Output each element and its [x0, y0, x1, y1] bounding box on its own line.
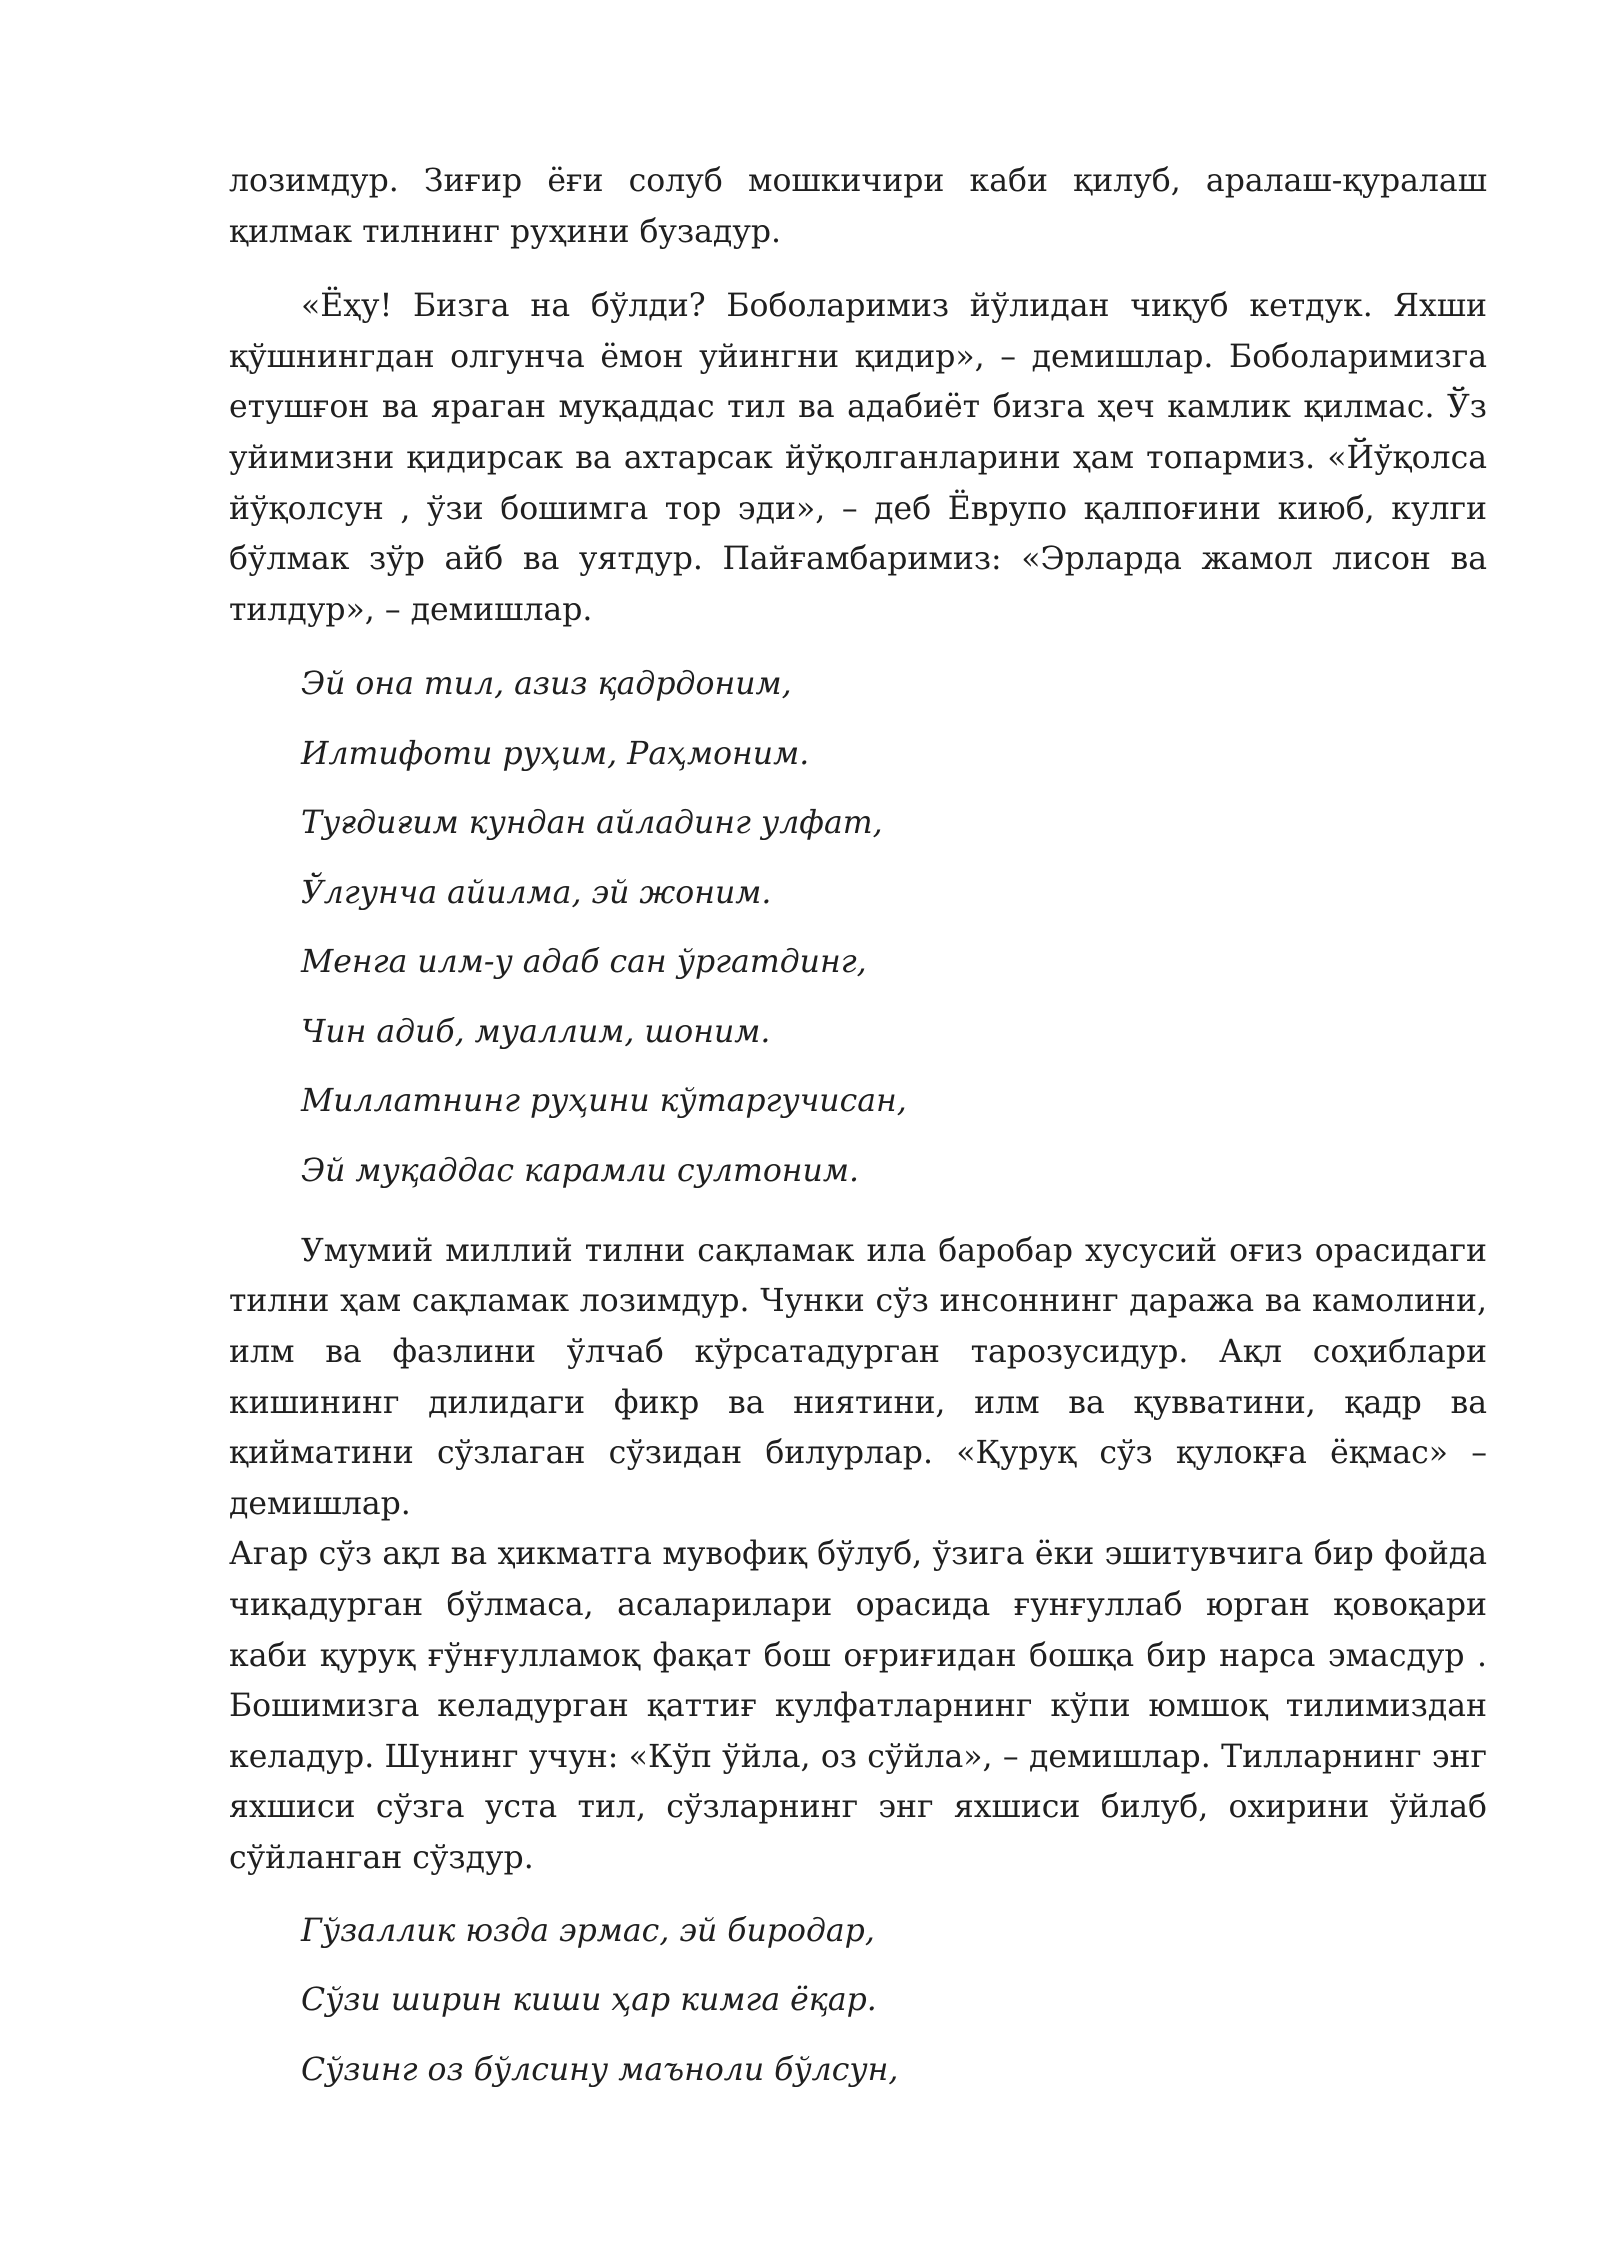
paragraph-continuation: лозимдур. Зиғир ёғи солуб мошкичири каби қилуб, аралаш-қуралаш қилмак тилнинг руҳини бузадур. [229, 163, 1487, 250]
poem-beauty [229, 1906, 1487, 2095]
poem-line: Илтифоти руҳим, Раҳмоним. [301, 735, 810, 772]
poem-line: Менга илм-у адаб сан ўргатдинг, [301, 944, 867, 981]
paragraph-speech: Умумий миллий тилни сақламак ила баробар хусусий оғиз орасидаги тилни ҳам сақламак лозимдур. Чунки сўз инсоннинг даража ва камолини, илм ва фазлини ўлчаб кўрсатадурган тарозусидур. Ақл соҳиблари кишининг дилидаги фикр ва ниятини, илм ва қувватини, қадр ва қийматини сўзлаган сўзидан билурлар. «Қуруқ сўз қулоқға ёқмас» – демишлар. [229, 1232, 1487, 1522]
poem-line: Миллатнинг руҳини кўтаргучисан, [301, 1083, 907, 1120]
poem-mother-tongue [229, 659, 1487, 1196]
poem-line: Туғдиғим кундан айладинг улфат, [301, 805, 883, 842]
poem-line: Эй она тил, азиз қадрдоним, [301, 666, 792, 703]
poem-line: Гўзаллик юзда эрмас, эй биродар, [301, 1912, 875, 1949]
poem-line: Сўзи ширин киши ҳар кимга ёқар. [301, 1982, 877, 2019]
poem-line: Сўзинг оз бўлсину маъноли бўлсун, [301, 2051, 899, 2088]
paragraph-native-language: «Ёҳу! Бизга на бўлди? Боболаримиз йўлидан чиқуб кетдук. Яхши қўшнингдан олгунча ёмон уйингни қидир», – демишлар. Боболаримизга етушғон ва яраган муқаддас тил ва адабиёт бизга ҳеч камлик қилмас. Ўз уйимизни қидирсак ва ахтарсак йўқолганларини ҳам топармиз. «Йўқолса йўқолсун , ўзи бошимга тор эди», – деб Ёврупо қалпоғини киюб, кулги бўлмак зўр айб ва уятдур. Пайғамбаримиз: «Эрларда жамол лисон ва тилдур», – демишлар. [229, 288, 1487, 628]
poem-line: Эй муқаддас карамли султоним. [301, 1152, 859, 1189]
document-page [229, 156, 1487, 2114]
poem-line: Ўлгунча айилма, эй жоним. [301, 874, 772, 911]
paragraph-wisdom: Агар сўз ақл ва ҳикматга мувофиқ бўлуб, ўзига ёки эшитувчига бир фойда чиқадурган бўлмаса, асаларилари орасида ғунғуллаб юрган қовоқари каби қуруқ ғўнғулламоқ фақат бош оғриғидан бошқа бир нарса эмасдур . Бошимизга келадурган қаттиғ кулфатларнинг кўпи юмшоқ тилимиздан келадур. Шунинг учун: «Кўп ўйла, оз сўйла», – демишлар. Тилларнинг энг яхшиси сўзга уста тил, сўзларнинг энг яхшиси билуб, охирини ўйлаб сўйланган сўздур. [229, 1536, 1487, 1876]
poem-line: Чин адиб, муаллим, шоним. [301, 1013, 771, 1050]
